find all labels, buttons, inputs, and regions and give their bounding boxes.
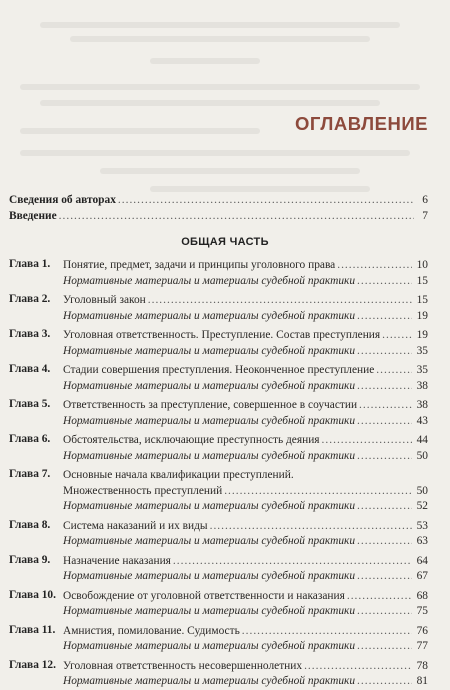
dot-leader [357,309,412,325]
chapter-title-entry[interactable] [63,659,428,675]
materials-entry[interactable] [63,274,428,290]
chapter-title-entry-text: Уголовная ответственность. Преступление. Состав преступления [63,329,381,341]
materials-entry-text: Нормативные материалы и материалы судебной практики [63,675,356,687]
dot-leader [357,569,412,585]
toc-chapter [9,293,428,324]
page-number: 77 [416,640,428,652]
page-number: 63 [416,535,428,547]
dot-leader [359,398,412,414]
materials-entry[interactable] [63,534,428,550]
materials-entry[interactable] [63,639,428,655]
chapter-title-entry[interactable] [63,484,428,500]
page-number: 68 [416,589,428,602]
dot-leader [224,484,412,500]
chapter-title-entry-text: Амнистия, помилование. Судимость [63,624,240,637]
page-number: 50 [416,449,428,462]
chapter-label: Глава 4. [9,363,51,375]
page-number: 15 [416,274,428,287]
page-number: 6 [422,194,428,206]
chapter-title-entry-text: Уголовный закон [63,294,146,306]
materials-entry-text: Нормативные материалы и материалы судебной практики [63,274,356,287]
chapter-label: Глава 6. [9,433,51,445]
chapter-title-entry[interactable] [63,328,428,344]
chapter-title-entry[interactable] [63,293,428,309]
materials-entry[interactable] [63,604,428,620]
chapter-label: Глава 9. [9,553,51,566]
toc-chapter [9,589,428,620]
materials-entry[interactable] [63,344,428,360]
page-number: 38 [416,379,428,392]
page-number: 67 [416,570,428,582]
dot-leader [304,659,412,675]
dot-leader [347,589,412,605]
page-number: 35 [416,364,428,376]
page-number: 19 [416,309,428,322]
page-number: 53 [416,519,428,532]
chapter-label: Глава 3. [9,328,51,340]
page-number: 75 [416,605,428,617]
page-number: 81 [416,675,428,687]
page-number: 50 [416,484,428,497]
toc-chapter [9,363,428,394]
dot-leader [322,433,412,449]
chapter-title-entry-text: Освобождение от уголовной ответственности и наказания [63,589,345,602]
materials-entry[interactable] [63,499,428,515]
dot-leader [118,193,414,207]
page-number: 78 [416,659,428,672]
dot-leader [382,328,412,344]
page-number: 38 [416,399,428,411]
materials-entry-text: Нормативные материалы и материалы судебной практики [63,449,356,462]
chapter-title-line [63,468,428,484]
toc-entry-introduction[interactable] [9,209,428,223]
page-number: 76 [416,624,428,637]
toc-heading: ОГЛАВЛЕНИЕ [295,113,428,134]
chapter-title-entry[interactable] [63,433,428,449]
page-number: 7 [422,210,428,222]
chapter-label: Глава 8. [9,518,51,531]
chapter-label: Глава 7. [9,468,51,480]
dot-leader [357,274,412,290]
dot-leader [357,499,412,515]
chapter-label: Глава 12. [9,658,56,671]
dot-leader [210,519,412,535]
dot-leader [357,414,412,430]
dot-leader [357,604,412,620]
chapter-title-entry[interactable] [63,398,428,414]
page-number: 64 [416,554,428,567]
materials-entry[interactable] [63,569,428,585]
materials-entry-text: Нормативные материалы и материалы судебной практики [63,309,356,322]
toc-chapter [9,328,428,359]
materials-entry-text: Нормативные материалы и материалы судебной практики [63,605,356,617]
section-title: ОБЩАЯ ЧАСТЬ [181,236,269,248]
toc-chapter [9,519,428,550]
chapter-title-entry-text: Ответственность за преступление, совершенное в соучастии [63,399,358,411]
dot-leader [148,293,412,309]
materials-entry-text: Нормативные материалы и материалы судебной практики [63,570,356,582]
materials-entry-text: Нормативные материалы и материалы судебной практики [63,500,356,512]
chapter-title-entry-text: Назначение наказания [63,554,171,567]
chapter-label: Глава 11. [9,623,56,636]
chapter-title-entry[interactable] [63,363,428,379]
materials-entry[interactable] [63,449,428,465]
materials-entry-text: Нормативные материалы и материалы судебной практики [63,379,356,392]
toc-chapter [9,433,428,464]
dot-leader [173,554,412,570]
chapter-title-entry-text: Уголовная ответственность несовершеннолетних [63,659,303,672]
chapter-title-entry-text: Система наказаний и их виды [63,519,208,532]
page-number: 19 [416,329,428,341]
toc-chapter [9,398,428,429]
chapter-title-entry[interactable] [63,624,428,640]
toc-entry-authors[interactable] [9,193,428,207]
chapter-label: Глава 10. [9,588,56,601]
chapter-title-entry-text: Понятие, предмет, задачи и принципы уголовного права [63,259,336,271]
page-number: 52 [416,500,428,512]
materials-entry-text: Нормативные материалы и материалы судебной практики [63,535,356,547]
toc-entry-label: Введение [9,210,57,222]
page-number: 10 [416,259,428,271]
chapter-title-entry[interactable] [63,554,428,570]
chapter-title-entry-text: Обстоятельства, исключающие преступность деяния [63,434,320,446]
page-number: 35 [416,344,428,357]
page-number: 43 [416,414,428,427]
materials-entry-text: Нормативные материалы и материалы судебной практики [63,414,356,427]
materials-entry[interactable] [63,414,428,430]
materials-entry-text: Нормативные материалы и материалы судебной практики [63,344,356,357]
materials-entry[interactable] [63,379,428,395]
materials-entry-text: Нормативные материалы и материалы судебной практики [63,640,356,652]
chapter-label: Глава 1. [9,258,51,270]
dot-leader [357,379,412,395]
dot-leader [337,258,412,274]
page-number: 15 [416,294,428,306]
chapter-title-entry-text: Стадии совершения преступления. Неоконченное преступление [63,364,375,376]
toc-chapter [9,468,428,515]
dot-leader [242,624,412,640]
chapter-title-entry[interactable] [63,258,428,274]
chapter-title-text: Основные начала квалификации преступлений. [63,469,294,481]
chapter-title-entry[interactable] [63,519,428,535]
dot-leader [357,344,412,360]
toc-chapter [9,659,428,690]
page-number: 44 [416,434,428,446]
chapter-title-entry-text: Множественность преступлений [63,484,223,497]
toc-entry-label: Сведения об авторах [9,194,116,206]
dot-leader [357,449,412,465]
chapter-label: Глава 5. [9,398,51,410]
dot-leader [59,209,414,223]
chapter-label: Глава 2. [9,293,51,305]
dot-leader [376,363,412,379]
dot-leader [357,534,412,550]
toc-chapter [9,624,428,655]
dot-leader [357,639,412,655]
toc-chapter [9,258,428,289]
chapter-title-entry[interactable] [63,589,428,605]
toc-chapter [9,554,428,585]
materials-entry[interactable] [63,309,428,325]
